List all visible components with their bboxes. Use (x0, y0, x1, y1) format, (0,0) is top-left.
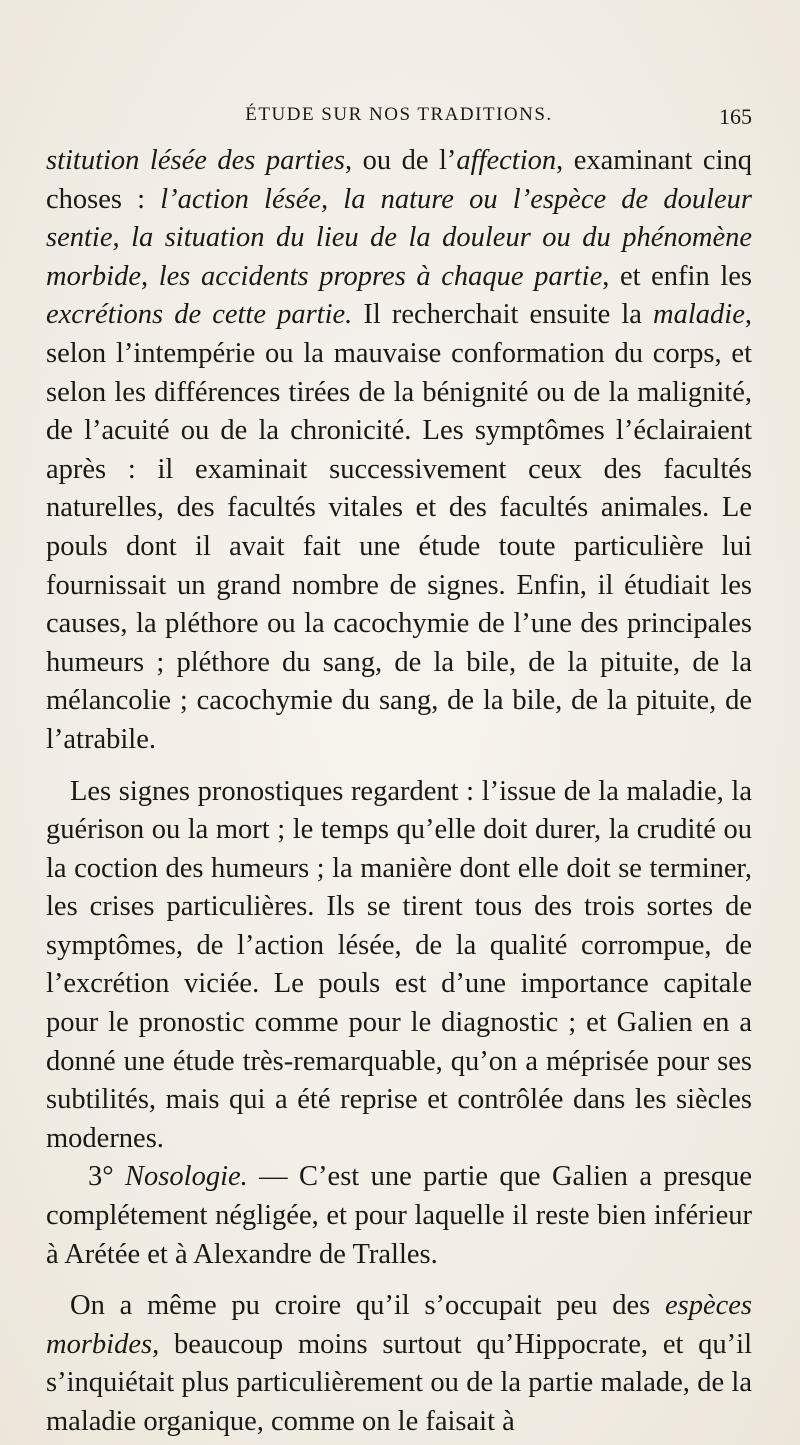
text-segment: l’action lésée, la nature ou l’espèce de douleur sentie, la situation du lieu de la douleur ou du phénomène morbide (46, 183, 753, 292)
text-segment: Les signes pronostiques regardent : l’issue de la maladie, la guérison ou la mort ; le temps qu’elle doit durer, la crudité ou la coction des humeurs ; la manière dont elle doit se terminer, les crises particulières. Ils se tirent tous des trois sortes de symptômes, de l’action lésée, de la qualité corrompue, de l’excrétion viciée. Le pouls est d’une importance capitale pour le pronostic comme pour le diagnostic ; et Galien en a donné une étude très-remarquable, qu’on a méprisée pour ses subtilités, mais qui a été reprise et contrôlée dans les siècles modernes. (46, 775, 752, 1154)
running-title: ÉTUDE SUR NOS TRADITIONS. (245, 104, 553, 125)
text-segment: espèces morbides (46, 1290, 752, 1360)
text-segment: excrétions de cette partie. (46, 299, 353, 331)
text-segment: affection (456, 145, 557, 176)
text-segment: 3° (88, 1161, 126, 1193)
text-segment: , beaucoup moins surtout qu’Hippocrate, et qu’il s’inquiétait plus particulièrement ou de la partie malade, de la maladie organique, comme on le faisait à (46, 1328, 752, 1437)
paragraph-prognosis (46, 773, 752, 1159)
text-segment: , examinant cinq choses : (46, 145, 752, 215)
paragraph-morbid-species (46, 1287, 752, 1441)
text-segment: , (141, 260, 159, 292)
text-segment: maladie (653, 299, 745, 331)
text-segment: , ou de l’ (345, 145, 457, 176)
body-text (46, 142, 752, 1442)
page-number: 165 (719, 104, 752, 129)
paragraph-diagnosis (46, 142, 752, 760)
text-segment: On a même pu croire qu’il s’occupait peu des (70, 1290, 665, 1322)
text-segment: , selon l’intempérie ou la mauvaise conformation du corps, et selon les différences tirées de la bénignité ou de la malignité, de l’acuité ou de la chronicité. Les symptômes l’éclairaient après : il examinait successivement ceux des facultés naturelles, des facultés vitales et des facultés animales. Le pouls dont il avait fait une étude toute particulière lui fournissait un grand nombre de signes. Enfin, il étudiait les causes, la pléthore ou la cacochymie de l’une des principales humeurs ; pléthore du sang, de la bile, de la pituite, de la mélancolie ; cacochymie du sang, de la bile, de la pituite, de l’atrabile. (46, 299, 752, 755)
text-segment: Nosologie. (125, 1161, 248, 1193)
text-segment: stitution lésée des parties (46, 145, 345, 176)
running-header (46, 104, 752, 132)
text-segment: les accidents propres à chaque partie (158, 260, 603, 292)
text-segment: Il recherchait ensuite la (352, 299, 654, 331)
text-segment: — C’est une partie que Galien a presque complétement négligée, et pour laquelle il reste bien inférieur à Arétée et à Alexandre de Tralles. (46, 1161, 752, 1270)
text-segment: , et enfin les (602, 260, 752, 292)
paragraph-nosology (46, 1158, 752, 1274)
